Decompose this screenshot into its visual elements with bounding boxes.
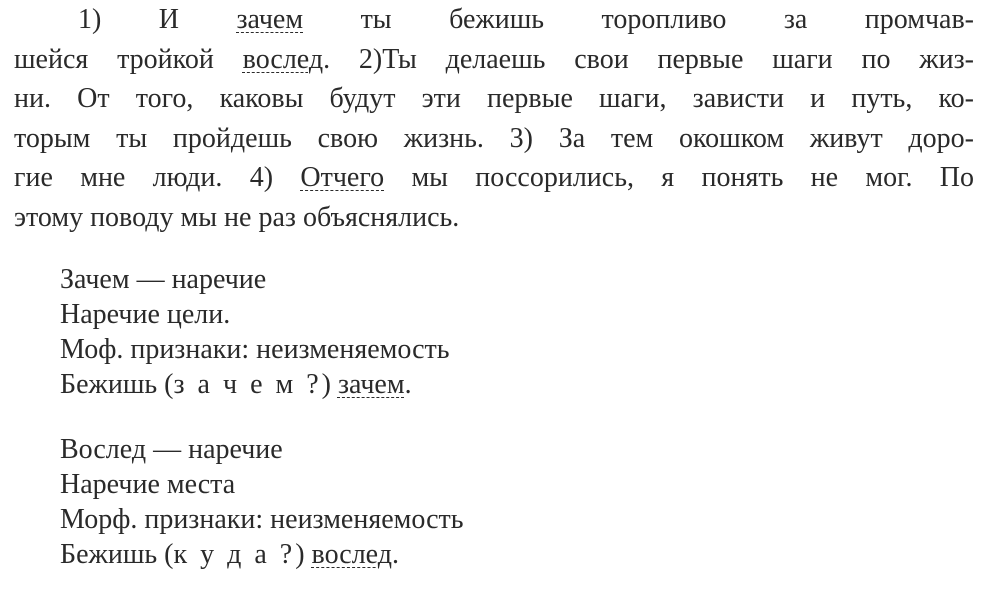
analysis-question	[60, 367, 450, 402]
text-line-4: торым ты пройдешь свою жизнь. 3) За тем окошком живут доро-	[14, 122, 974, 154]
text-line-3: ни. От того, каковы будут эти первые шаги, зависти и путь, ко-	[14, 83, 974, 114]
analysis-kind: Наречие места	[60, 469, 236, 500]
question-prefix: Бежишь (	[60, 369, 174, 400]
answer-word: вослед	[311, 539, 392, 570]
question-suffix: )	[321, 369, 331, 400]
text-line-2	[14, 40, 974, 80]
question-word: к у д а ?	[173, 539, 296, 570]
text-fragment: мы поссорились, я понять не мог. По	[411, 162, 975, 193]
analysis-title: Зачем — наречие	[60, 264, 267, 295]
question-prefix: Бежишь (	[60, 539, 174, 570]
sentence-number: 1) И	[78, 4, 180, 35]
text-line-6: этому поводу мы не раз объяснялись.	[14, 201, 460, 233]
underlined-word: вослед	[242, 43, 324, 75]
text-fragment: . 2)Ты делаешь свои первые шаги по жиз-	[323, 43, 975, 75]
analysis-block-1	[60, 262, 450, 402]
answer-word: зачем	[337, 369, 405, 400]
text-line-5	[14, 158, 974, 198]
question-suffix: )	[295, 539, 305, 570]
underlined-word: зачем	[236, 4, 304, 35]
analysis-title: Вослед — наречие	[60, 434, 283, 465]
analysis-block-2	[60, 432, 464, 572]
underlined-word: Отчего	[300, 162, 385, 193]
analysis-kind: Наречие цели.	[60, 299, 231, 330]
analysis-morph: Морф. признаки: неизменяемость	[60, 504, 464, 535]
exercise-text	[14, 0, 974, 237]
question-word: з а ч е м ?	[173, 369, 322, 400]
answer-end: .	[404, 369, 412, 400]
text-fragment: ты бежишь торопливо за промчав-	[360, 4, 974, 35]
analysis-question	[60, 537, 464, 572]
text-fragment: шейся тройкой	[14, 43, 214, 75]
analysis-morph: Моф. признаки: неизменяемость	[60, 334, 450, 365]
answer-end: .	[391, 539, 399, 570]
text-fragment: гие мне люди. 4)	[14, 162, 274, 193]
text-line-1	[14, 0, 974, 40]
